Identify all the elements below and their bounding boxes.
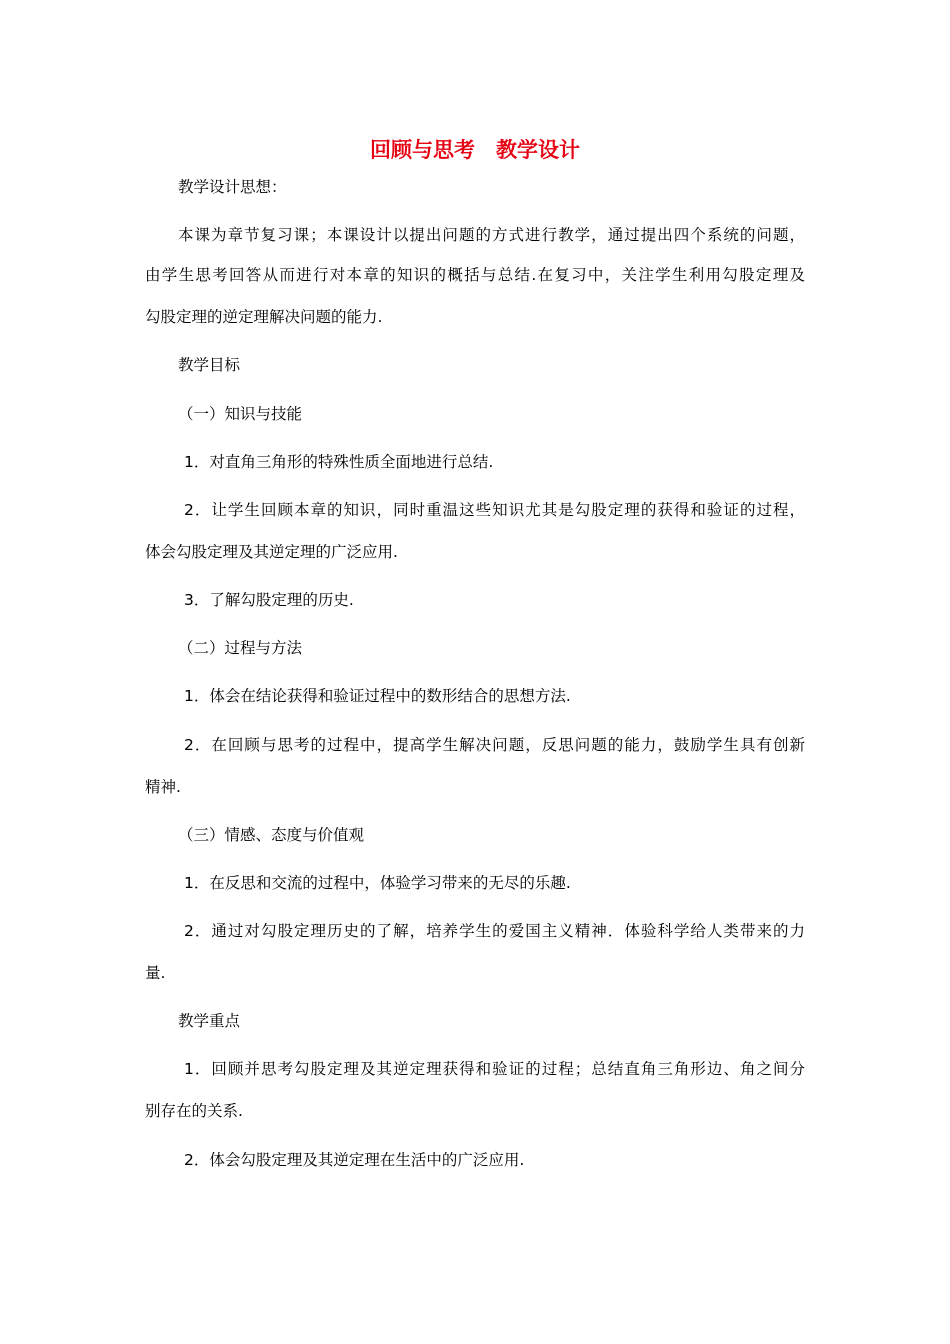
design-thought-line-1: 本课为章节复习课；本课设计以提出问题的方式进行教学，通过提出四个系统的问题， bbox=[178, 226, 805, 244]
key-points-heading: 教学重点 bbox=[178, 1012, 241, 1030]
process-item-2-line-1: 2．在回顾与思考的过程中，提高学生解决问题，反思问题的能力，鼓励学生具有创新 bbox=[184, 736, 805, 754]
knowledge-heading: （一）知识与技能 bbox=[178, 405, 303, 423]
key-item-2: 2．体会勾股定理及其逆定理在生活中的广泛应用. bbox=[184, 1151, 525, 1169]
design-thought-line-3: 勾股定理的逆定理解决问题的能力. bbox=[145, 308, 383, 326]
process-heading: （二）过程与方法 bbox=[178, 639, 303, 657]
key-item-1-line-2: 别存在的关系. bbox=[145, 1102, 243, 1120]
knowledge-item-2-line-2: 体会勾股定理及其逆定理的广泛应用. bbox=[145, 543, 398, 561]
emotion-item-2-line-1: 2．通过对勾股定理历史的了解，培养学生的爱国主义精神．体验科学给人类带来的力 bbox=[184, 922, 805, 940]
knowledge-item-3: 3．了解勾股定理的历史. bbox=[184, 591, 354, 609]
design-thought-line-2: 由学生思考回答从而进行对本章的知识的概括与总结.在复习中，关注学生利用勾股定理及 bbox=[145, 266, 805, 284]
objectives-heading: 教学目标 bbox=[178, 356, 241, 374]
emotion-item-2-line-2: 量. bbox=[145, 964, 166, 982]
design-thought-heading: 教学设计思想： bbox=[178, 178, 287, 196]
knowledge-item-2-line-1: 2．让学生回顾本章的知识，同时重温这些知识尤其是勾股定理的获得和验证的过程， bbox=[184, 501, 805, 519]
process-item-1: 1．体会在结论获得和验证过程中的数形结合的思想方法. bbox=[184, 687, 571, 705]
process-item-2-line-2: 精神. bbox=[145, 778, 181, 796]
key-item-1-line-1: 1．回顾并思考勾股定理及其逆定理获得和验证的过程；总结直角三角形边、角之间分 bbox=[184, 1060, 805, 1078]
emotion-heading: （三）情感、态度与价值观 bbox=[178, 826, 365, 844]
emotion-item-1: 1．在反思和交流的过程中，体验学习带来的无尽的乐趣. bbox=[184, 874, 571, 892]
knowledge-item-1: 1．对直角三角形的特殊性质全面地进行总结. bbox=[184, 453, 494, 471]
document-title: 回顾与思考 教学设计 bbox=[370, 138, 580, 162]
